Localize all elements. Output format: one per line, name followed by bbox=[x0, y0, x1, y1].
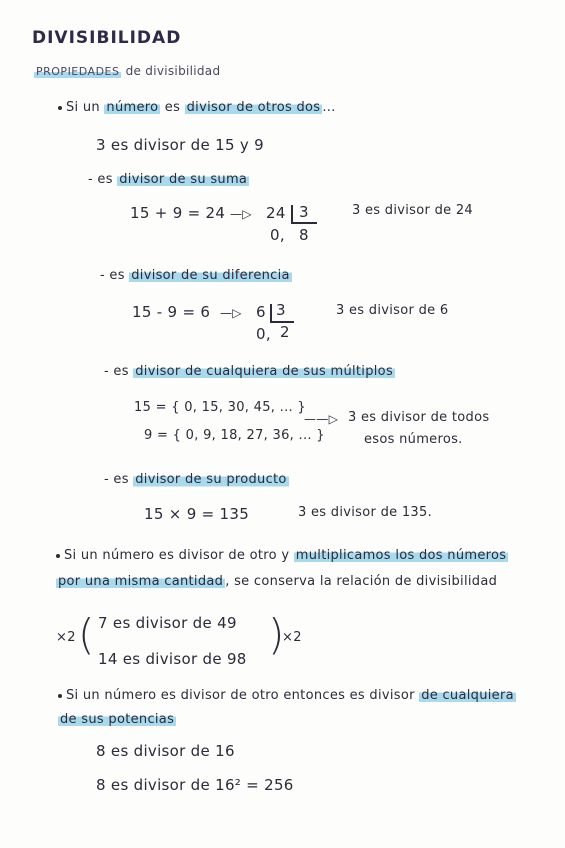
subtitle-rest: de divisibilidad bbox=[121, 64, 221, 78]
product-expression: 15 × 9 = 135 bbox=[144, 505, 250, 523]
difference-dividend: 6 bbox=[256, 303, 266, 321]
property-3-line-2 bbox=[58, 712, 176, 727]
factor-right: ×2 bbox=[282, 630, 302, 645]
intro-ellipsis: ... bbox=[322, 100, 336, 115]
intro-text-mid: es bbox=[160, 100, 185, 115]
property-3-text: Si un número es divisor de otro entonces es divisor bbox=[66, 688, 420, 703]
sum-conclusion: 3 es divisor de 24 bbox=[352, 203, 474, 218]
difference-arrow-icon: —▷ bbox=[220, 306, 242, 320]
multiples-label bbox=[104, 364, 395, 379]
property-2-text: Si un número es divisor de otro y bbox=[64, 548, 294, 563]
difference-remainder: 0, bbox=[256, 325, 271, 343]
right-paren-icon: ) bbox=[268, 610, 285, 659]
intro-highlight-2: divisor de otros dos bbox=[186, 100, 321, 115]
left-paren-icon: ( bbox=[78, 610, 95, 659]
sum-quotient: 8 bbox=[299, 226, 309, 244]
multiples-conclusion-1: 3 es divisor de todos bbox=[348, 410, 490, 425]
property-2-text-2: , se conserva la relación de divisibilidad bbox=[225, 574, 498, 589]
property-2-highlight-1: multiplicamos los dos números bbox=[295, 548, 507, 563]
multiples-conclusion-2: esos números. bbox=[364, 432, 463, 447]
sum-label bbox=[88, 172, 249, 187]
difference-expression: 15 - 9 = 6 bbox=[132, 303, 211, 321]
product-label bbox=[104, 472, 289, 487]
sum-remainder: 0, bbox=[270, 226, 285, 244]
division-bracket-vertical bbox=[270, 304, 272, 322]
bullet-icon bbox=[56, 554, 60, 558]
property-3-line-1 bbox=[58, 688, 516, 703]
property-1-intro bbox=[58, 100, 336, 115]
bullet-icon bbox=[58, 106, 62, 110]
difference-divisor: 3 bbox=[276, 301, 286, 319]
sum-dividend: 24 bbox=[266, 204, 286, 222]
difference-quotient: 2 bbox=[280, 323, 290, 341]
power-example-1: 8 es divisor de 16 bbox=[96, 742, 235, 760]
multiples-label-highlight: divisor de cualquiera de sus múltiplos bbox=[135, 364, 394, 379]
sum-divisor: 3 bbox=[299, 203, 309, 221]
scaling-example-1: 7 es divisor de 49 bbox=[98, 614, 237, 632]
property-2-line-1 bbox=[56, 548, 508, 563]
product-conclusion: 3 es divisor de 135. bbox=[298, 505, 433, 520]
property-2-line-2 bbox=[56, 574, 497, 589]
scaling-example-2: 14 es divisor de 98 bbox=[98, 650, 247, 668]
intro-highlight-1: número bbox=[106, 100, 159, 115]
factor-left: ×2 bbox=[56, 630, 76, 645]
sum-label-highlight: divisor de su suma bbox=[119, 172, 248, 187]
intro-text: Si un bbox=[66, 100, 105, 115]
page-title: DIVISIBILIDAD bbox=[32, 28, 182, 48]
bullet-icon bbox=[58, 694, 62, 698]
power-example-2: 8 es divisor de 16² = 256 bbox=[96, 776, 294, 794]
property-3-highlight-1: de cualquiera bbox=[421, 688, 514, 703]
multiples-set-15: 15 = { 0, 15, 30, 45, ... } bbox=[134, 400, 306, 415]
multiples-set-9: 9 = { 0, 9, 18, 27, 36, ... } bbox=[144, 428, 325, 443]
difference-label-highlight: divisor de su diferencia bbox=[131, 268, 290, 283]
property-3-highlight-2: de sus potencias bbox=[60, 712, 175, 727]
division-bracket-horizontal bbox=[291, 222, 317, 224]
example-statement: 3 es divisor de 15 y 9 bbox=[96, 136, 264, 154]
difference-conclusion: 3 es divisor de 6 bbox=[336, 303, 449, 318]
product-label-prefix: - es bbox=[104, 472, 134, 487]
subtitle-caps: PROPIEDADES bbox=[36, 65, 120, 78]
section-subtitle bbox=[34, 64, 220, 78]
difference-label bbox=[100, 268, 292, 283]
product-label-highlight: divisor de su producto bbox=[135, 472, 287, 487]
property-2-highlight-2: por una misma cantidad bbox=[58, 574, 224, 589]
sum-expression: 15 + 9 = 24 bbox=[130, 204, 226, 222]
sum-arrow-icon: —▷ bbox=[230, 207, 252, 221]
difference-label-prefix: - es bbox=[100, 268, 130, 283]
sum-label-prefix: - es bbox=[88, 172, 118, 187]
multiples-arrow-icon: ——▷ bbox=[304, 412, 339, 426]
multiples-label-prefix: - es bbox=[104, 364, 134, 379]
division-bracket-vertical bbox=[291, 205, 293, 223]
